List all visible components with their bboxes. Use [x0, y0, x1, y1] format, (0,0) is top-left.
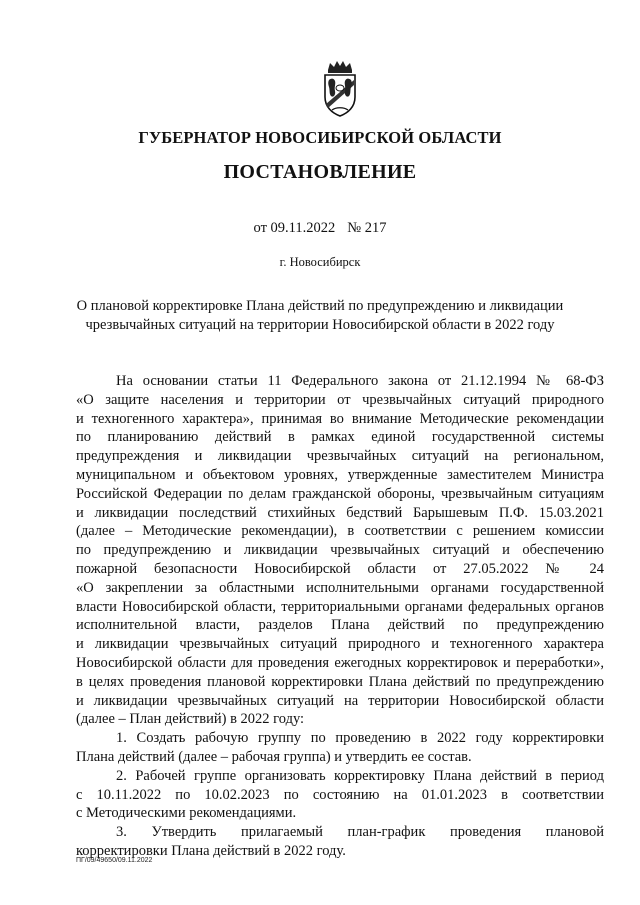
body-line: власти Новосибирской области, территориальными органами федеральных органов — [76, 598, 604, 615]
body-line: предупреждения и ликвидации чрезвычайных ситуаций на региональном, — [76, 448, 604, 465]
novosibirsk-coat-of-arms-icon — [316, 60, 364, 118]
document-date: от 09.11.2022 — [253, 220, 336, 236]
body-line: с 10.11.2022 по 10.02.2023 по состоянию на 01.01.2023 в соответствии — [76, 786, 604, 803]
body-line: и ликвидации последствий стихийных бедствий Барышевым П.Ф. 15.03.2021 — [76, 504, 604, 521]
document-subject — [0, 297, 640, 335]
subject-line: чрезвычайных ситуаций на территории Новосибирской области в 2022 году — [85, 317, 555, 333]
document-date-number — [0, 220, 640, 237]
body-line: с Методическими рекомендациями. — [76, 805, 297, 822]
body-line: в целях проведения плановой корректировки Плана действий по предупреждению — [76, 673, 604, 690]
issuing-authority: ГУБЕРНАТОР НОВОСИБИРСКОЙ ОБЛАСТИ — [138, 128, 502, 147]
body-line: (далее – Методические рекомендации), в соответствии с решением комиссии — [76, 523, 604, 540]
body-line: На основании статьи 11 Федерального закона от 21.12.1994 № 68-ФЗ — [116, 373, 604, 389]
body-line: 2. Рабочей группе организовать корректировку Плана действий в период — [116, 767, 604, 784]
body-line: Российской Федерации по делам гражданской обороны, чрезвычайным ситуациям — [76, 485, 604, 502]
body-line: 1. Создать рабочую группу по проведению в 2022 году корректировки — [116, 730, 604, 747]
registration-code: ПГ/09/49650/09.11.2022 — [76, 857, 153, 864]
body-line: исполнительной власти, разделов Плана действий по предупреждению — [76, 617, 604, 634]
body-line: муниципальном и объектовом уровнях, утвержденные заместителем Министра — [76, 466, 604, 483]
document-city: г. Новосибирск — [279, 255, 361, 269]
body-line: и ликвидации чрезвычайных ситуаций природного и техногенного характера — [76, 636, 604, 653]
body-line: «О закреплении за областными исполнительными органами государственной — [76, 579, 604, 596]
body-line: и ликвидации чрезвычайных ситуаций на территории Новосибирской области — [76, 692, 604, 709]
body-line: корректировки Плана действий в 2022 году. — [76, 842, 346, 859]
body-line: 3. Утвердить прилагаемый план-график проведения плановой — [116, 824, 604, 841]
body-line: и техногенного характера», принимая во внимание Методические рекомендации — [76, 410, 604, 427]
body-line: Новосибирской области для проведения ежегодных корректировок и переработки», — [76, 654, 604, 671]
body-line: по предупреждению и ликвидации чрезвычайных ситуаций и обеспечению — [76, 542, 604, 559]
body-line: (далее – План действий) в 2022 году: — [76, 711, 305, 728]
document-type-title: ПОСТАНОВЛЕНИЕ — [223, 161, 417, 183]
body-line: «О защите населения и территории от чрезвычайных ситуаций природного — [76, 391, 604, 408]
document-body — [76, 372, 604, 861]
body-line: Плана действий (далее – рабочая группа) и утвердить ее состав. — [76, 748, 472, 765]
subject-line: О плановой корректировке Плана действий по предупреждению и ликвидации — [76, 298, 564, 314]
body-line: по планированию действий в рамках единой государственной системы — [76, 429, 604, 446]
document-number: № 217 — [347, 220, 387, 236]
body-line: пожарной безопасности Новосибирской области от 27.05.2022 № 24 — [76, 560, 604, 577]
